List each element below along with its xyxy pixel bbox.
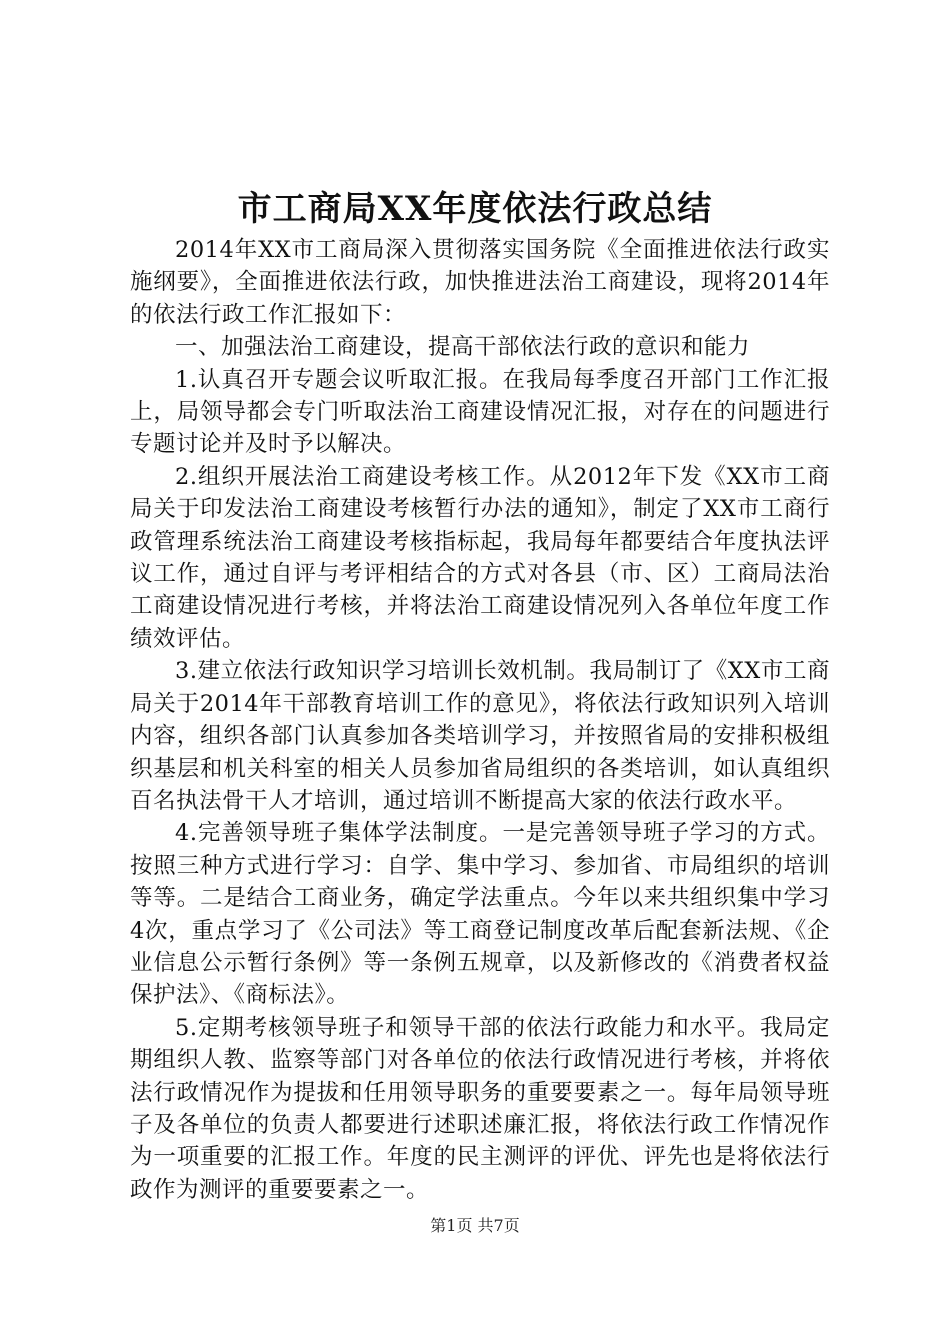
section-heading: 一、加强法治工商建设，提高干部依法行政的意识和能力 <box>175 334 751 361</box>
page-number: 第1页 共7页 <box>430 1216 520 1235</box>
paragraph-item-1: 1.认真召开专题会议听取汇报。在我局每季度召开部门工作汇报上，局领导都会专门听取法治工商建设情况汇报，对存在的问题进行专题讨论并及时予以解决。 <box>130 366 830 458</box>
document-title: 市工商局XX年度依法行政总结 <box>237 189 713 229</box>
paragraph-item-3: 3.建立依法行政知识学习培训长效机制。我局制订了《XX市工商局关于2014年干部教育培训工作的意见》，将依法行政知识列入培训内容，组织各部门认真参加各类培训学习，并按照省局的安排积极组织基层和机关科室的相关人员参加省局组织的各类培训，如认真组织百名执法骨干人才培训，通过培训不断提高大家的依法行政水平。 <box>130 658 830 814</box>
paragraph-item-4: 4.完善领导班子集体学法制度。一是完善领导班子学习的方式。按照三种方式进行学习：自学、集中学习、参加省、市局组织的培训等等。二是结合工商业务，确定学法重点。今年以来共组织集中学习4次，重点学习了《公司法》等工商登记制度改革后配套新法规、《企业信息公示暂行条例》等一条例五规章，以及新修改的《消费者权益保护法》、《商标法》。 <box>130 820 830 1009</box>
paragraph-item-2: 2.组织开展法治工商建设考核工作。从2012年下发《XX市工商局关于印发法治工商建设考核暂行办法的通知》，制定了XX市工商行政管理系统法治工商建设考核指标起，我局每年都要结合年度执法评议工作，通过自评与考评相结合的方式对各县（市、区）工商局法治工商建设情况进行考核，并将法治工商建设情况列入各单位年度工作绩效评估。 <box>130 463 830 652</box>
document-body <box>130 234 830 1206</box>
intro-paragraph: 2014年XX市工商局深入贯彻落实国务院《全面推进依法行政实施纲要》，全面推进依法行政，加快推进法治工商建设，现将2014年的依法行政工作汇报如下： <box>130 237 830 328</box>
paragraph-item-5: 5.定期考核领导班子和领导干部的依法行政能力和水平。我局定期组织人教、监察等部门对各单位的依法行政情况进行考核，并将依法行政情况作为提拔和任用领导职务的重要要素之一。每年局领导班子及各单位的负责人都要进行述职述廉汇报，将依法行政工作情况作为一项重要的汇报工作。年度的民主测评的评优、评先也是将依法行政作为测评的重要要素之一。 <box>130 1014 830 1203</box>
